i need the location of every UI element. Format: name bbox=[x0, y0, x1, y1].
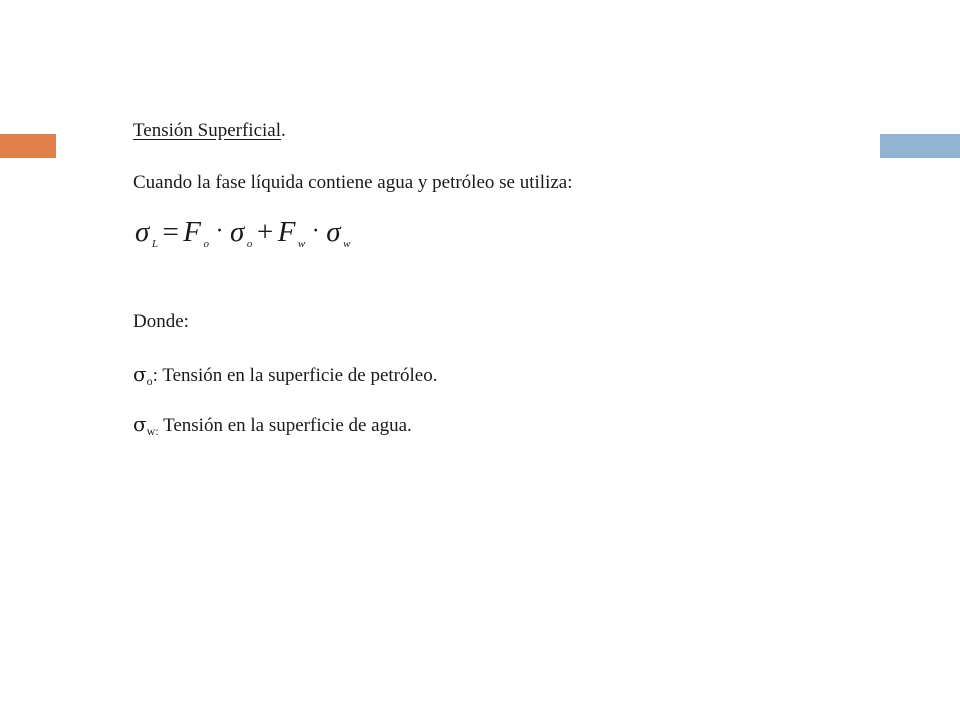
formula-f1-sub: o bbox=[203, 238, 210, 250]
definition-water-symbol: σ bbox=[133, 412, 147, 436]
surface-tension-formula bbox=[135, 216, 351, 250]
formula-sub-l: L bbox=[151, 238, 159, 250]
formula-s1: σ bbox=[230, 216, 245, 248]
where-label: Donde: bbox=[133, 311, 189, 332]
accent-bar-right bbox=[880, 134, 960, 158]
definition-oil-symbol: σ bbox=[133, 362, 147, 386]
formula-f-oil bbox=[183, 216, 209, 248]
definition-oil-sub: o bbox=[146, 374, 153, 388]
formula-f2: F bbox=[277, 216, 296, 248]
formula-dot-2: · bbox=[311, 218, 321, 244]
formula-sigma-oil bbox=[230, 216, 253, 248]
formula-sigma-water bbox=[326, 216, 351, 248]
definition-water bbox=[133, 412, 412, 439]
formula-s1-sub: o bbox=[246, 238, 253, 250]
intro-paragraph: Cuando la fase líquida contiene agua y petróleo se utiliza: bbox=[133, 172, 573, 193]
formula-s2-sub: w bbox=[343, 238, 351, 250]
definition-oil-text: : Tensión en la superficie de petróleo. bbox=[152, 365, 438, 386]
heading-period: . bbox=[281, 120, 286, 141]
section-heading bbox=[133, 120, 286, 142]
formula-f2-sub: w bbox=[297, 238, 306, 250]
accent-bar-left bbox=[0, 134, 56, 158]
formula-plus: + bbox=[256, 216, 274, 248]
formula-lhs bbox=[135, 216, 158, 248]
formula-s2: σ bbox=[326, 216, 342, 248]
formula-equals: = bbox=[162, 216, 180, 248]
heading-text: Tensión Superficial bbox=[133, 120, 281, 141]
definition-oil bbox=[133, 362, 437, 389]
definition-water-sub: w: bbox=[146, 424, 159, 438]
formula-f1: F bbox=[183, 216, 202, 248]
formula-dot-1: · bbox=[215, 218, 225, 244]
formula-sigma-l: σ bbox=[135, 216, 150, 248]
definition-water-text: Tensión en la superficie de agua. bbox=[158, 415, 412, 436]
formula-f-water bbox=[278, 216, 306, 248]
